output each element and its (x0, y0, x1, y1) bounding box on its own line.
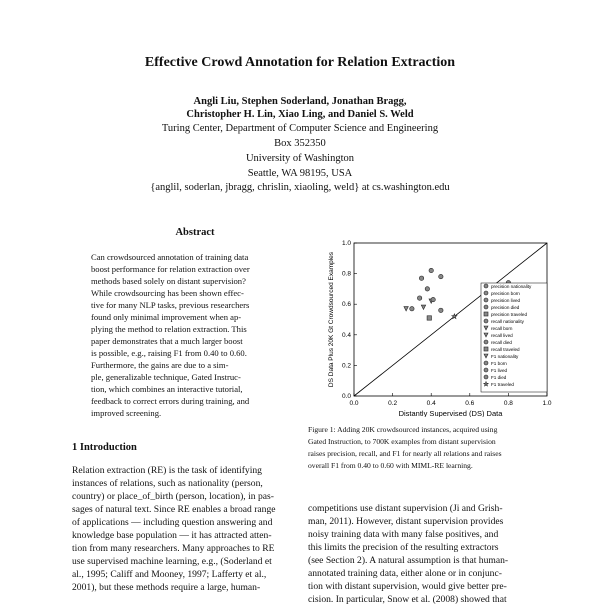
figure-caption-line: overall F1 from 0.40 to 0.60 with MIML-RE learning. (308, 461, 473, 470)
paper-title: Effective Crowd Annotation for Relation Extraction (144, 55, 456, 70)
data-point (427, 316, 431, 320)
body-line: man, 2011). However, distant supervision provides (308, 516, 504, 527)
legend-label: recall traveled (491, 347, 520, 352)
affiliation-line: University of Washington (245, 153, 355, 164)
legend-label: recall lived (491, 333, 513, 338)
legend-marker (484, 347, 488, 351)
legend-marker (484, 319, 488, 323)
legend-label: recall nationality (491, 319, 524, 324)
data-point (417, 296, 421, 300)
legend-marker (484, 340, 488, 344)
legend-marker (484, 361, 488, 365)
x-axis-label: Distantly Supervised (DS) Data (398, 409, 503, 417)
intro-line: instances of relations, such as nationality (person, (72, 478, 263, 489)
x-tick-label: 0.8 (503, 400, 513, 407)
intro-line: al., 1995; Califf and Mooney, 1997; Lafferty et al., (72, 569, 267, 580)
intro-line: of applications — including question answering and (72, 517, 273, 528)
abstract-line: feedback to correct errors during training, and (91, 396, 250, 406)
legend-marker (484, 312, 488, 316)
legend-label: F1 nationality (491, 354, 519, 359)
intro-line: use supervised machine learning, e.g., (Soderland et (72, 556, 272, 567)
data-point (431, 297, 435, 301)
abstract-line: ple, generalizable technique, Gated Instruc- (91, 372, 241, 382)
x-tick-label: 0.2 (388, 400, 398, 407)
figure-caption-line: Figure 1: Adding 20K crowdsourced instances, acquired using (308, 425, 498, 434)
y-axis-label: DS Data Plus 20K Gt Crowdsourced Examples (328, 251, 335, 388)
data-point (439, 274, 443, 278)
legend-label: precision died (491, 305, 520, 310)
affiliation-email: {anglil, soderlan, jbragg, chrislin, xiaoling, weld} at cs.washington.edu (150, 182, 450, 193)
legend-label: recall born (491, 326, 513, 331)
legend-marker (484, 284, 488, 288)
data-point (419, 276, 423, 280)
legend-label: recall died (491, 340, 512, 345)
intro-line: tion from many researchers. Many approaches to RE (72, 543, 275, 554)
data-point (439, 308, 443, 312)
affiliation-line: Seattle, WA 98195, USA (247, 168, 353, 179)
abstract-line: is possible, e.g., raising F1 from 0.40 to 0.60. (91, 348, 247, 358)
y-tick-label: 0.2 (341, 362, 351, 370)
authors-line-2: Christopher H. Lin, Xiao Ling, and Daniel S. Weld (186, 109, 414, 120)
abstract-line: While crowdsourcing has been shown effec- (91, 288, 244, 298)
legend-marker (484, 375, 488, 379)
y-tick-label: 1.0 (341, 240, 351, 247)
legend-label: F1 died (491, 375, 507, 380)
affiliation-line: Turing Center, Department of Computer Science and Engineering (161, 123, 439, 134)
y-tick-label: 0.8 (341, 270, 351, 278)
abstract-line: improved screening. (91, 408, 162, 418)
data-point (421, 305, 425, 309)
legend-label: precision lived (491, 298, 521, 303)
body-line: annotated training data, either alone or in conjunc- (308, 568, 502, 579)
scatter-chart (305, 232, 575, 417)
legend-label: F1 born (491, 361, 507, 366)
abstract-line: found only minimal improvement when ap- (91, 312, 242, 322)
abstract-line: tion, which combines an interactive tutorial, (91, 384, 243, 394)
data-point (425, 287, 429, 291)
x-tick-label: 1.0 (542, 400, 552, 407)
x-tick-label: 0.0 (349, 400, 359, 407)
figure-caption-line: Gated Instruction, to 700K examples from distant supervision (308, 437, 496, 446)
body-line: (see Section 2). A natural assumption is that human- (308, 555, 509, 566)
authors-line-1: Angli Liu, Stephen Soderland, Jonathan Bragg, (193, 96, 407, 107)
legend-label: precision traveled (491, 312, 528, 317)
abstract-line: Can crowdsourced annotation of training data (91, 252, 249, 262)
legend-marker (484, 298, 488, 302)
figure-caption-line: raises precision, recall, and F1 for nearly all relations and raises (308, 449, 502, 458)
x-tick-label: 0.4 (426, 400, 436, 407)
body-line: this limits the precision of the resulting extractors (308, 542, 499, 553)
intro-heading: 1 Introduction (72, 442, 137, 453)
abstract-line: methods based solely on distant supervision? (91, 276, 246, 286)
y-tick-label: 0.0 (341, 393, 351, 400)
legend-label: F1 traveled (491, 382, 514, 387)
legend-label: F1 lived (491, 368, 508, 373)
abstract-line: paper demonstrates that a much larger boost (91, 336, 243, 346)
intro-line: 2001), but these methods require a large, human- (72, 582, 261, 593)
x-tick-label: 0.6 (465, 400, 475, 407)
legend-marker (484, 291, 488, 295)
legend-marker (484, 305, 488, 309)
legend-label: precision born (491, 291, 520, 296)
legend-label: precision nationality (491, 284, 532, 289)
affiliation-line: Box 352350 (274, 138, 326, 149)
data-point (410, 307, 414, 311)
legend-marker (484, 368, 488, 372)
data-point (404, 307, 408, 311)
body-line: competitions use distant supervision (Ji and Grish- (308, 503, 503, 514)
body-line: tion with distant supervision, would give better pre- (308, 581, 507, 592)
abstract-line: Furthermore, the gains are due to a sim- (91, 360, 229, 370)
y-tick-label: 0.4 (341, 331, 351, 339)
abstract-line: plying the method to relation extraction. This (91, 324, 247, 334)
abstract-line: tive for many NLP tasks, previous researchers (91, 300, 250, 310)
data-point (429, 268, 433, 272)
abstract-heading: Abstract (175, 227, 215, 238)
intro-line: knowledge base population — it has attracted atten- (72, 530, 272, 541)
intro-line: Relation extraction (RE) is the task of identifying (72, 465, 262, 476)
y-tick-label: 0.6 (341, 301, 351, 309)
intro-line: sages of natural text. Since RE enables a broad range (72, 504, 276, 515)
abstract-line: boost performance for relation extraction over (91, 264, 250, 274)
body-line: cision. In particular, Snow et al. (2008) showed that (308, 594, 507, 605)
intro-line: country) or place_of_birth (person, location), in pas- (72, 491, 274, 502)
body-line: noisy training data with many false positives, and (308, 529, 499, 540)
